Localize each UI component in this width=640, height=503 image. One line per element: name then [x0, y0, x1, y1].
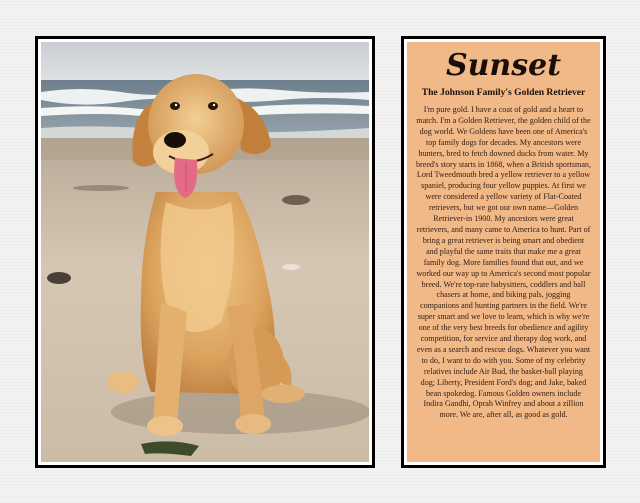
photo-mat [38, 39, 372, 465]
story-subtitle: The Johnson Family's Golden Retriever [421, 87, 586, 98]
story-mat [404, 39, 603, 465]
photo-frame [35, 36, 375, 468]
beach-dog-illustration [41, 42, 369, 462]
story-frame [401, 36, 606, 468]
story-body: I'm pure gold. I have a coat of gold and a heart to match. I'm a Golden Retriever, the golden child of the dog world. We Goldens have been one of America's top family dogs for decades. My ancestors were hunters, bred to fetch downed ducks from water. My breed's story starts in 1868, when a British sportsman, Lord Tweedmouth bred a yellow retriever to a yellow spaniel, producing four yellow puppies. At first we were considered a yellow variety of Flat-Coated retrievers, but we got our own name—Golden Retriever-in 1900. My ancestors were great retrievers, and many came to America to hunt. Part of bring a great retriever is being smart and obedient and playful the same traits that make me a great family dog. More families found that out, and we worked our way up to America's second most popular breed. We're top-rate babysitters, coddlers and ball chasers at home, and biking pals, jogging companions and hunting partners in the field. We're super smart and we love to learn, which is why we're one of the very best breeds for obedience and agility competition, for service and therapy dog work, and even as a search and rescue dogs. Whatever you want to do, I want to do with you. Some of my celebrity relatives include Air Bud, the basket-ball playing dog; Liberty, President Ford's dog; and Jake, baked bean spokedog. Famous Golden owners include Indira Gandhi, Oprah Winfrey and about a zillion more. We are, after all, as good as gold. [416, 105, 592, 420]
dog-photo [41, 42, 369, 462]
dog-name-title: Sunset [445, 48, 562, 83]
story-panel [407, 42, 600, 462]
